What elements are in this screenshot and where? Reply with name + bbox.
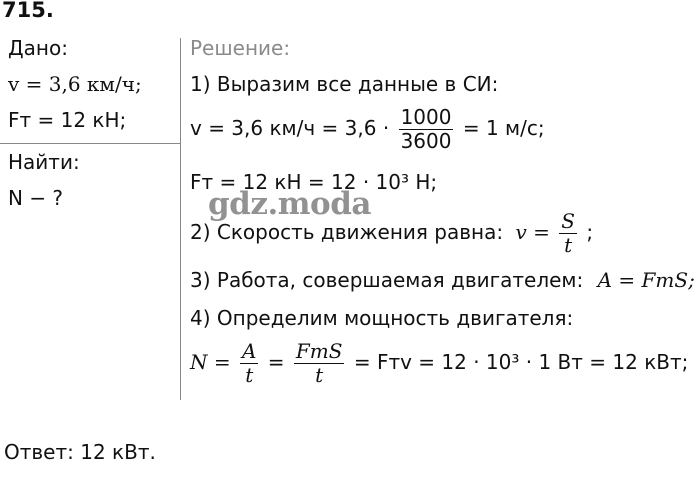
step-3-formula: A = FтS; — [597, 268, 695, 292]
final-equals: = — [267, 350, 285, 374]
final-fraction-2-numerator: FтS — [295, 339, 343, 363]
velocity-conversion-right: = 1 м/с; — [462, 116, 545, 140]
final-fraction-1-numerator: A — [241, 339, 257, 363]
final-formula — [190, 340, 688, 387]
final-fraction-1 — [240, 340, 258, 387]
force-conversion: Fт = 12 кН = 12 · 10³ Н; — [190, 170, 438, 194]
final-fraction-1-denominator: t — [245, 363, 254, 387]
velocity-fraction-numerator: 1000 — [400, 105, 452, 129]
given-find-divider — [0, 143, 180, 144]
given-force: Fт = 12 кН; — [8, 108, 127, 132]
find-power: N − ? — [8, 186, 64, 210]
answer: Ответ: 12 кВт. — [4, 440, 156, 464]
velocity-fraction-denominator: 3600 — [400, 129, 452, 153]
solution-step-2 — [190, 210, 593, 257]
step-2-lhs: v = — [515, 220, 550, 244]
solution-step-3 — [190, 268, 695, 292]
final-rhs: = Fтv = 12 · 10³ · 1 Вт = 12 кВт; — [353, 350, 689, 374]
velocity-conversion-left: v = 3,6 км/ч = 3,6 · — [190, 116, 390, 140]
solution-step-4: 4) Определим мощность двигателя: — [190, 306, 574, 330]
velocity-conversion — [190, 106, 545, 153]
final-fraction-2 — [294, 340, 345, 387]
given-header: Дано: — [8, 36, 68, 60]
step-2-end: ; — [586, 220, 594, 244]
watermark: gdz.moda — [208, 186, 371, 222]
final-fraction-2-denominator: t — [315, 363, 324, 387]
given-velocity: v = 3,6 км/ч; — [8, 72, 142, 96]
speed-fraction — [559, 210, 577, 257]
final-lhs: N = — [190, 350, 231, 374]
speed-fraction-denominator: t — [564, 233, 573, 257]
velocity-fraction — [399, 106, 454, 153]
step-2-text: 2) Скорость движения равна: — [190, 220, 504, 244]
problem-number: 715. — [2, 0, 54, 22]
step-3-text: 3) Работа, совершаемая двигателем: — [190, 268, 584, 292]
solution-step-1: 1) Выразим все данные в СИ: — [190, 72, 499, 96]
find-header: Найти: — [8, 150, 80, 174]
speed-fraction-numerator: S — [561, 209, 575, 233]
solution-header: Решение: — [190, 36, 291, 60]
vertical-divider — [180, 38, 181, 400]
